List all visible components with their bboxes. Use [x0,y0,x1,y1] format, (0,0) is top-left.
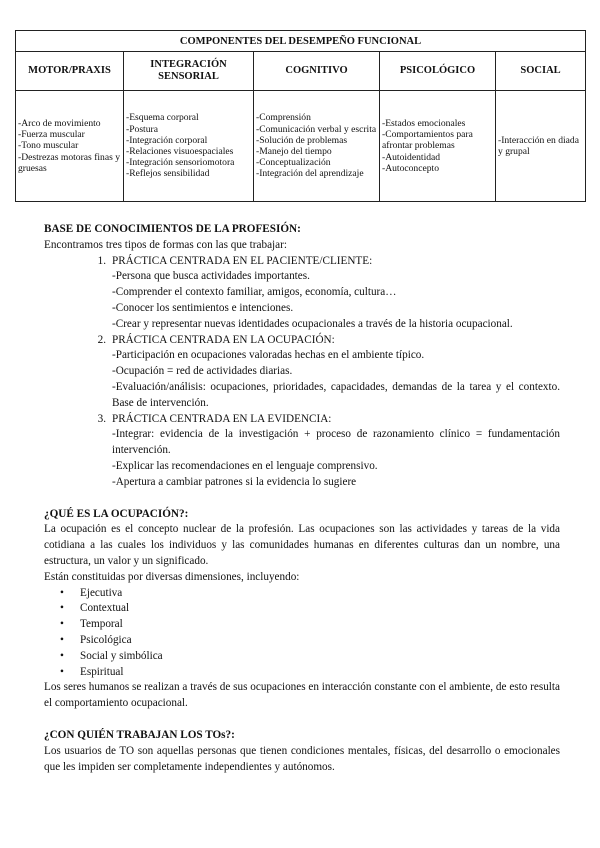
item-title: PRÁCTICA CENTRADA EN LA EVIDENCIA: [112,412,332,425]
sub-line: -Integrar: evidencia de la investigación + proceso de razonamiento clínico = fundamentación intervención. [112,428,560,457]
sub-line: -Participación en ocupaciones valoradas hechas en el ambiente típico. [112,349,425,362]
list-item: -Interacción en diada y grupal [498,134,579,157]
list-item: -Manejo del tiempo [256,146,332,157]
cell-cognitivo [254,91,380,202]
sub-line: -Conocer los sentimientos e intenciones. [112,301,294,314]
list-item: -Comunicación verbal y escrita [256,123,377,135]
dimensions-list [44,586,560,681]
item-number: 1. [97,254,106,267]
sub-line: -Evaluación/análisis: ocupaciones, prioridades, capacidades, demandas de la tarea y el contexto. Base de intervención. [112,380,560,409]
list-item: • Temporal [44,617,560,633]
list-item: -Esquema corporal [126,112,199,124]
list-item: -Comprensión [256,112,311,124]
sub-line: -Explicar las recomendaciones en el lenguaje comprensivo. [112,459,378,472]
list-item: -Comportamientos para afrontar problemas [382,129,473,152]
header-psicologico: PSICOLÓGICO [380,52,496,91]
numbered-item-3 [44,412,560,428]
sub-line: -Persona que busca actividades importantes. [112,270,310,283]
list-item: • Psicológica [44,633,560,649]
list-item: -Reflejos sensibilidad [126,168,210,180]
list-item: -Integración del aprendizaje [256,168,364,180]
list-item: -Relaciones visuoespaciales [126,146,234,157]
list-item: -Conceptualización [256,157,331,169]
item-number: 2. [97,333,106,346]
numbered-item-1 [44,254,560,270]
list-item: -Autoidentidad [382,151,441,163]
list-item: -Destrezas motoras finas y gruesas [18,151,121,174]
list-item: • Espiritual [44,665,560,681]
section-heading-con-quien: ¿CON QUIÉN TRABAJAN LOS TOs?: [44,728,235,741]
header-integracion-sensorial: INTEGRACIÓN SENSORIAL [124,52,254,91]
document-body [44,222,560,775]
components-table [15,30,586,202]
list-item: -Tono muscular [18,140,79,152]
list-item: -Solución de problemas [256,134,348,146]
sub-line: -Apertura a cambiar patrones si la evidencia lo sugiere [112,475,357,488]
cell-integracion-sensorial [124,91,254,202]
list-item: -Estados emocionales [382,117,466,129]
cell-motor-praxis [16,91,124,202]
list-item: -Integración corporal [126,134,208,146]
paragraph: Están constituidas por diversas dimensiones, incluyendo: [44,570,300,583]
item-title: PRÁCTICA CENTRADA EN LA OCUPACIÓN: [112,333,335,346]
header-cognitivo: COGNITIVO [254,52,380,91]
list-item: -Arco de movimiento [18,117,101,129]
item-number: 3. [97,412,106,425]
table-body-row [16,91,586,202]
table-title: COMPONENTES DEL DESEMPEÑO FUNCIONAL [16,31,586,52]
list-item: -Postura [126,123,158,135]
list-item: • Social y simbólica [44,649,560,665]
table-header-row [16,52,586,91]
sub-line: -Comprender el contexto familiar, amigos, economía, cultura… [112,286,397,299]
numbered-item-2 [44,333,560,349]
list-item: -Autoconcepto [382,162,440,174]
paragraph: Los usuarios de TO son aquellas personas que tienen condiciones mentales, físicas, del desarrollo o emocionales que les impiden ser completamente independientes y autónomos. [44,744,560,773]
list-item: -Fuerza muscular [18,129,85,141]
header-social: SOCIAL [496,52,586,91]
list-item: -Integración sensoriomotora [126,157,235,169]
section-heading-base: BASE DE CONOCIMIENTOS DE LA PROFESIÓN: [44,223,301,235]
sub-line: -Crear y representar nuevas identidades ocupacionales a través de la historia ocupacional. [112,317,513,330]
item-title: PRÁCTICA CENTRADA EN EL PACIENTE/CLIENTE: [112,254,373,267]
paragraph: Los seres humanos se realizan a través de sus ocupaciones en interacción constante con el ambiente, de esto resulta el comportamiento ocupacional. [44,681,560,710]
paragraph: La ocupación es el concepto nuclear de la profesión. Las ocupaciones son las actividades y tareas de la vida cotidiana a las cuales los individuos y las comunidades humanas en diferentes culturas dan un nombre, una estructura, un valor y un significado. [44,523,560,567]
cell-psicologico [380,91,496,202]
list-item: • Ejecutiva [44,586,560,602]
sub-line: -Ocupación = red de actividades diarias. [112,365,293,378]
section-heading-ocupacion: ¿QUÉ ES LA OCUPACIÓN?: [44,507,189,520]
cell-social [496,91,586,202]
section-intro: Encontramos tres tipos de formas con las que trabajar: [44,238,287,251]
list-item: • Contextual [44,601,560,617]
header-motor-praxis: MOTOR/PRAXIS [16,52,124,91]
